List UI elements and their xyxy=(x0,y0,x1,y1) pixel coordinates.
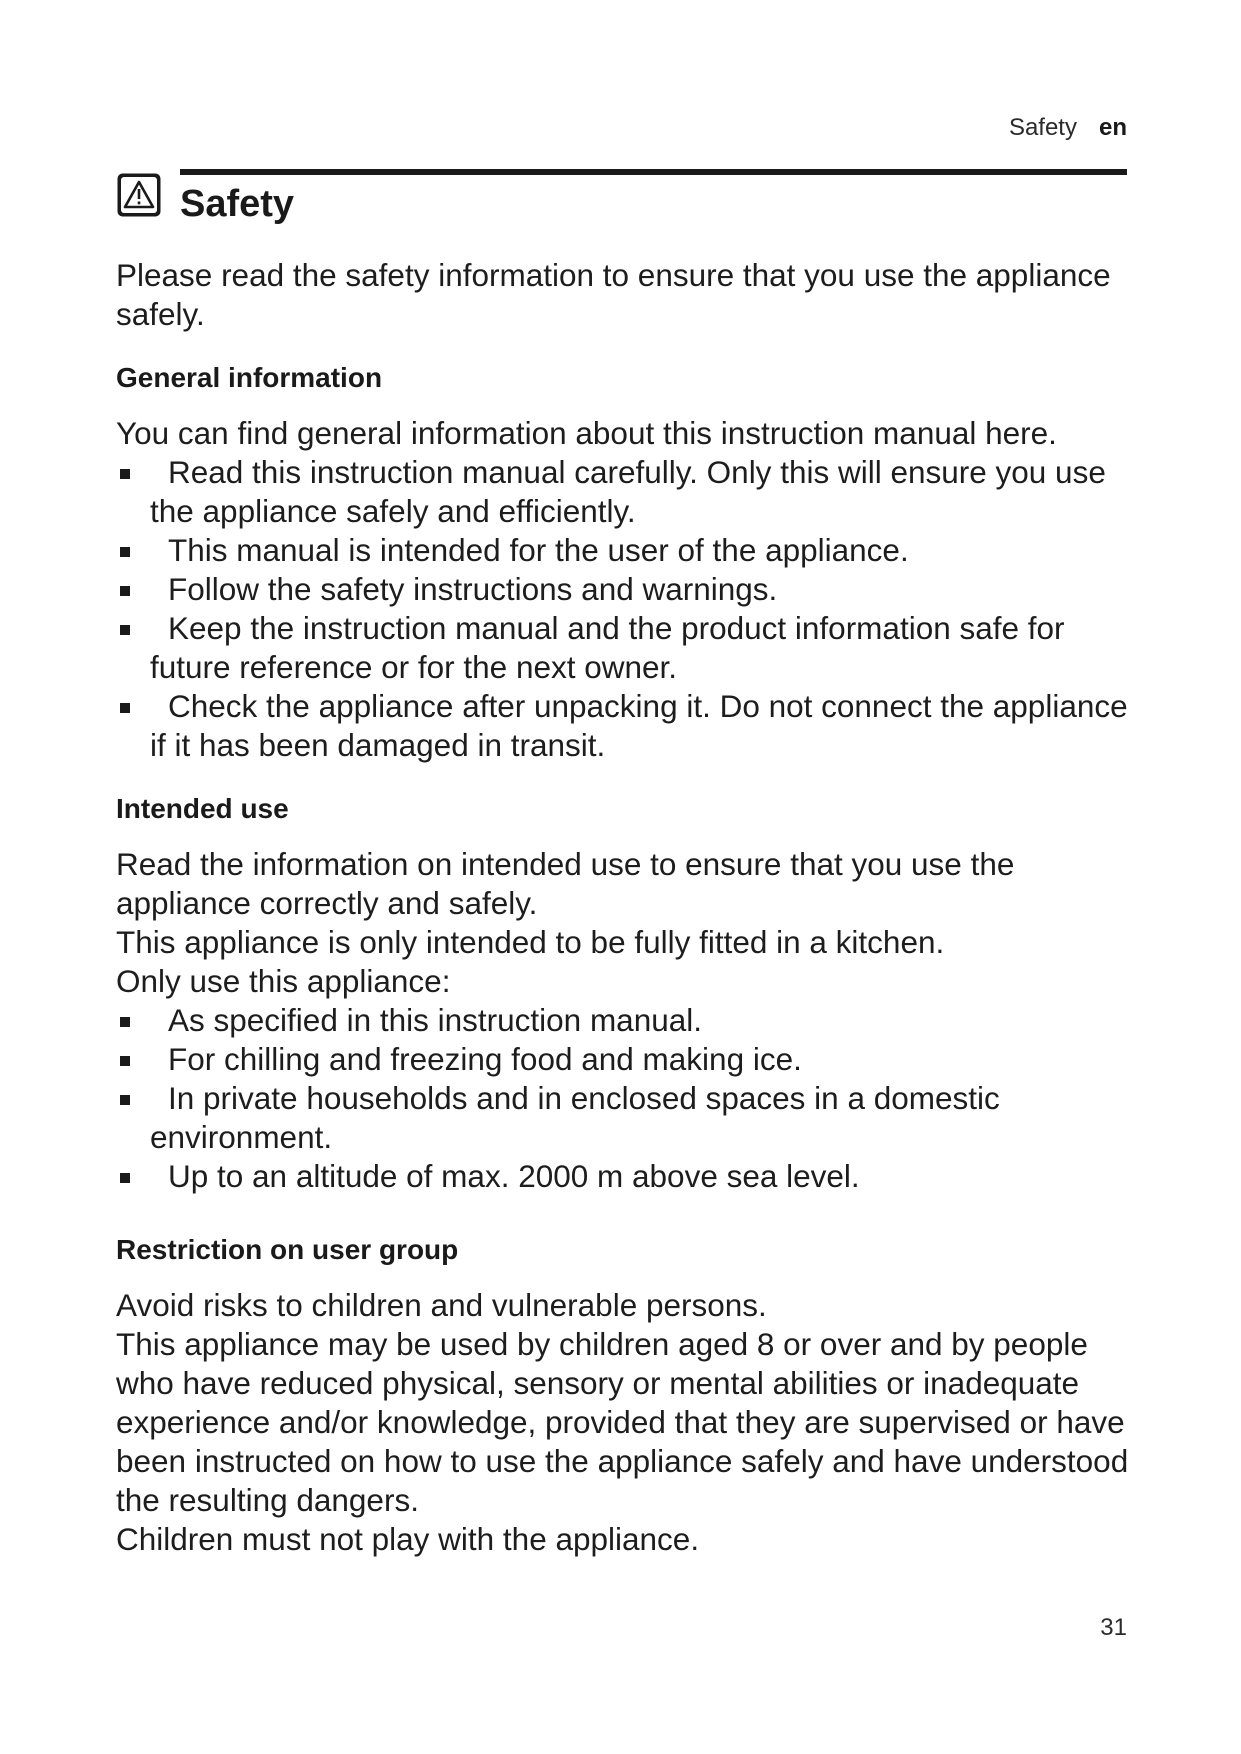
section-paragraph: This appliance is only intended to be fully fitted in a kitchen. xyxy=(116,924,945,960)
bullet-item xyxy=(116,609,1146,687)
bullet-item xyxy=(116,1001,1146,1040)
bullet-square-icon xyxy=(120,1056,130,1066)
bullet-square-icon xyxy=(120,586,130,596)
section-paragraph: This appliance may be used by children aged 8 or over and by people who have reduced physical, sensory or mental abilities or inadequate experience and/or knowledge, provided that they are supervised or have been instructed on how to use the appliance safely and have understood the resulting dangers. xyxy=(116,1326,1129,1518)
bullet-square-icon xyxy=(120,625,130,635)
section-spacer xyxy=(116,765,1146,791)
bullet-text: As specified in this instruction manual. xyxy=(168,1002,703,1038)
section-paragraph: Read the information on intended use to ensure that you use the appliance correctly and safely. xyxy=(116,846,1015,921)
section-heading: Restriction on user group xyxy=(116,1234,459,1265)
bullet-item xyxy=(116,570,1146,609)
bullet-item xyxy=(116,1079,1146,1157)
bullet-square-icon xyxy=(120,703,130,713)
bullet-text: Keep the instruction manual and the product information safe for future reference or for the next owner. xyxy=(150,610,1065,685)
running-header-language: en xyxy=(1098,114,1127,141)
bullet-text: In private households and in enclosed spaces in a domestic environment. xyxy=(150,1080,1000,1155)
bullet-text: Read this instruction manual carefully. Only this will ensure you use the appliance safely and efficiently. xyxy=(150,454,1106,529)
bullet-square-icon xyxy=(120,547,130,557)
bullet-text: For chilling and freezing food and making ice. xyxy=(168,1041,802,1077)
section-spacer xyxy=(116,1196,1146,1232)
bullet-square-icon xyxy=(120,1173,130,1183)
bullet-square-icon xyxy=(120,1017,130,1027)
section-paragraph: Avoid risks to children and vulnerable persons. xyxy=(116,1287,767,1323)
section-heading: Intended use xyxy=(116,793,289,824)
bullet-item xyxy=(116,453,1146,531)
running-header xyxy=(1009,114,1127,142)
bullet-text: This manual is intended for the user of the appliance. xyxy=(168,532,909,568)
bullet-text: Up to an altitude of max. 2000 m above sea level. xyxy=(168,1158,860,1194)
bullet-text: Follow the safety instructions and warnings. xyxy=(168,571,778,607)
page-title: Safety xyxy=(180,183,295,225)
section-intended-use xyxy=(116,791,1146,1196)
bullet-item xyxy=(116,687,1146,765)
section-restriction-on-user-group xyxy=(116,1232,1146,1559)
bullet-item xyxy=(116,1157,1146,1196)
section-general-information xyxy=(116,360,1146,765)
section-paragraph: Only use this appliance: xyxy=(116,963,451,999)
bullet-item xyxy=(116,531,1146,570)
section-paragraph: You can find general information about this instruction manual here. xyxy=(116,415,1057,451)
bullet-square-icon xyxy=(120,469,130,479)
running-header-section: Safety xyxy=(1008,114,1077,141)
intro-paragraph: Please read the safety information to ensure that you use the appliance safely. xyxy=(116,257,1111,332)
title-rule xyxy=(180,169,1127,175)
bullet-list xyxy=(116,1001,1146,1196)
bullet-item xyxy=(116,1040,1146,1079)
document-body xyxy=(116,256,1146,1559)
section-heading: General information xyxy=(116,362,383,393)
warning-triangle-icon xyxy=(116,172,162,218)
bullet-list xyxy=(116,453,1146,765)
page-number: 31 xyxy=(1100,1614,1127,1641)
section-paragraph: Children must not play with the appliance. xyxy=(116,1521,700,1557)
bullet-square-icon xyxy=(120,1095,130,1105)
bullet-text: Check the appliance after unpacking it. Do not connect the appliance if it has been damaged in transit. xyxy=(150,688,1128,763)
